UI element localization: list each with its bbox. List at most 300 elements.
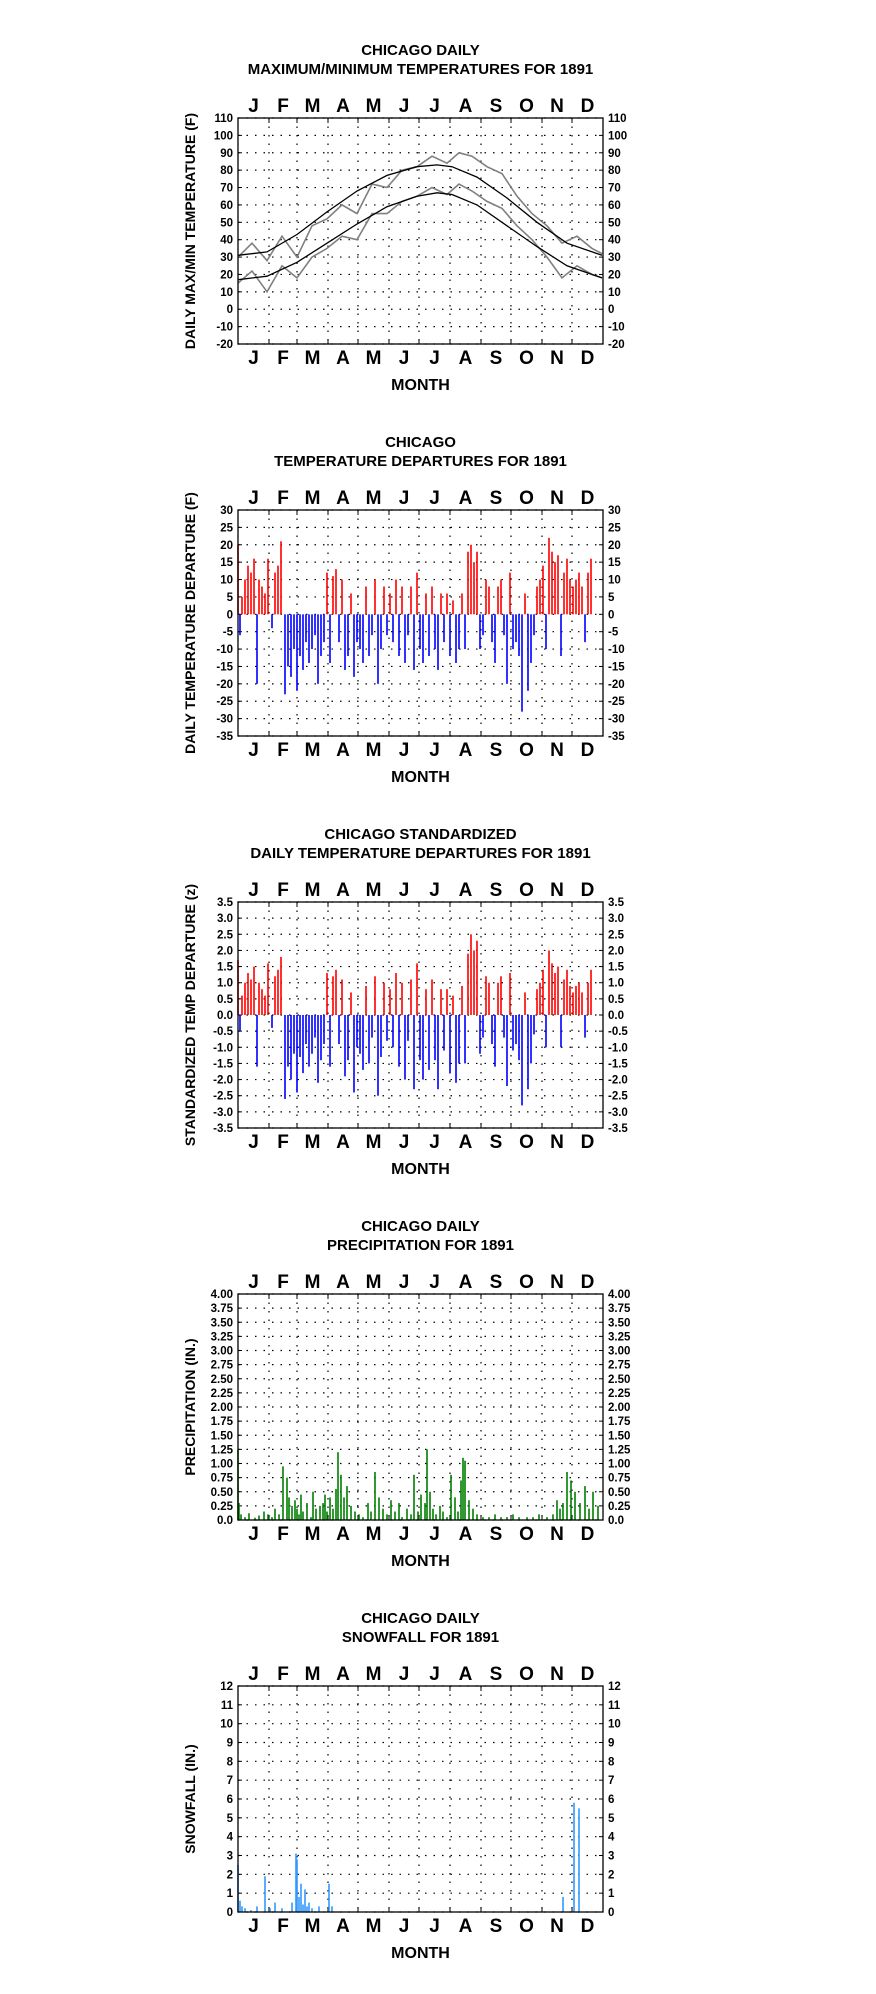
data-bar [572, 586, 574, 614]
data-bar [442, 1512, 444, 1520]
x-tick-label-top: J [248, 880, 259, 901]
y-tick-label-left: 10 [220, 286, 233, 299]
y-tick-label-left: 4 [226, 1831, 233, 1844]
data-bar [347, 614, 349, 656]
data-bar [407, 614, 409, 635]
data-bar [557, 967, 559, 1015]
x-tick-label-top: A [458, 1272, 473, 1293]
y-tick-label-left: 1.5 [217, 961, 233, 974]
data-bar [488, 586, 490, 614]
y-tick-label-left: 0.5 [217, 993, 233, 1006]
data-bar [302, 1015, 304, 1073]
data-bar [554, 973, 556, 1015]
x-tick-label-bottom: A [336, 348, 350, 369]
y-tick-label-left: 30 [220, 505, 233, 517]
data-bar [584, 1015, 586, 1038]
data-bar [350, 593, 352, 614]
data-bar [341, 979, 343, 1015]
x-axis-label: MONTH [391, 1553, 450, 1570]
data-bar [406, 1509, 408, 1520]
data-bar [548, 950, 550, 1015]
data-bar [288, 1497, 290, 1520]
x-tick-label-top: S [489, 488, 503, 509]
y-tick-label-right: -2.5 [608, 1090, 628, 1103]
y-tick-label-left: 0.0 [217, 1515, 233, 1527]
data-bar [410, 979, 412, 1015]
data-bar [460, 1480, 462, 1520]
data-bar [382, 1509, 384, 1520]
y-tick-label-right: 3 [608, 1850, 615, 1863]
x-tick-label-bottom: M [304, 1524, 321, 1545]
x-axis-label: MONTH [391, 769, 450, 786]
data-bar [578, 983, 580, 1015]
data-bar [304, 1889, 306, 1912]
y-tick-label-right: 3.00 [608, 1345, 631, 1358]
x-tick-label-top: J [398, 1272, 410, 1293]
y-tick-label-right: 20 [608, 269, 621, 282]
data-bar [413, 1475, 415, 1520]
data-bar [277, 566, 279, 615]
data-bar [419, 1015, 421, 1060]
data-bar [324, 1495, 326, 1520]
data-bar [533, 1015, 535, 1034]
data-bar [524, 593, 526, 614]
data-bar [263, 1512, 265, 1520]
y-tick-label-right: -10 [608, 644, 625, 657]
data-bar [308, 1015, 310, 1067]
data-bar [350, 992, 352, 1015]
series-line-normal-min [238, 193, 602, 280]
y-tick-label-left: 20 [220, 539, 233, 552]
chart-snow [182, 1610, 621, 1962]
data-bar [404, 1015, 406, 1080]
y-tick-label-right: 40 [608, 234, 621, 247]
y-tick-label-right: 30 [608, 252, 621, 265]
data-bar [538, 1514, 540, 1520]
data-bar [446, 593, 448, 614]
x-tick-label-top: N [550, 1664, 564, 1685]
data-bar [296, 1509, 298, 1520]
y-tick-label-right: 2.0 [608, 945, 624, 958]
x-tick-label-bottom: A [336, 740, 350, 761]
x-tick-label-bottom: F [277, 740, 289, 761]
x-tick-label-bottom: A [336, 1132, 350, 1153]
data-bar [347, 1015, 349, 1060]
data-bar [581, 586, 583, 614]
data-bar [473, 950, 475, 1015]
x-tick-label-bottom: M [365, 1916, 382, 1937]
data-bar [299, 614, 301, 656]
x-tick-label-top: J [398, 1664, 410, 1685]
x-tick-label-bottom: N [550, 1916, 564, 1937]
data-bar [579, 1503, 581, 1520]
chart-precip [182, 1218, 631, 1570]
x-tick-label-bottom: S [489, 1524, 503, 1545]
data-bar [306, 1906, 308, 1912]
data-bar [584, 614, 586, 642]
x-tick-label-top: A [458, 1664, 473, 1685]
x-tick-label-bottom: F [277, 1916, 289, 1937]
y-tick-label-right: 0 [608, 609, 615, 622]
y-tick-label-right: 1 [608, 1888, 615, 1901]
data-bar [569, 580, 571, 615]
x-tick-label-top: F [277, 488, 289, 509]
x-tick-label-top: M [304, 96, 321, 117]
data-bar [500, 580, 502, 615]
y-tick-label-left: 100 [213, 130, 233, 143]
data-bar [590, 559, 592, 615]
data-bar [434, 1015, 436, 1060]
data-bar [392, 1015, 394, 1047]
data-bar [367, 1503, 369, 1520]
chart-title: CHICAGO STANDARDIZED [324, 826, 517, 843]
x-tick-label-bottom: M [365, 1524, 382, 1545]
y-tick-label-left: 11 [220, 1699, 233, 1712]
data-bar [452, 996, 454, 1015]
x-tick-label-bottom: A [458, 740, 473, 761]
data-bar [296, 1859, 298, 1912]
data-bar [343, 1497, 345, 1520]
data-bar [274, 573, 276, 615]
data-bar [482, 1015, 484, 1038]
x-tick-label-bottom: J [248, 1524, 259, 1545]
data-bar [472, 1509, 474, 1520]
data-bar [494, 1015, 496, 1067]
data-bar [353, 614, 355, 677]
y-tick-label-left: 5 [226, 591, 233, 604]
y-tick-label-right: -15 [608, 661, 625, 674]
y-tick-label-right: -10 [608, 321, 625, 334]
data-bar [562, 1897, 564, 1912]
data-bar [311, 614, 313, 649]
plot-frame [238, 1294, 603, 1520]
data-bar [298, 1897, 300, 1912]
chart-title: CHICAGO [385, 434, 456, 451]
y-tick-label-left: 90 [220, 147, 233, 160]
y-tick-label-left: 1.00 [210, 1458, 233, 1471]
data-bar [323, 1015, 325, 1044]
data-bar [575, 986, 577, 1015]
data-bar [560, 614, 562, 656]
x-tick-label-bottom: N [550, 740, 564, 761]
data-bar [569, 986, 571, 1015]
x-tick-label-top: M [365, 1272, 382, 1293]
data-bar [377, 614, 379, 684]
x-tick-label-top: J [429, 96, 440, 117]
data-bar [350, 1506, 352, 1520]
y-tick-label-right: -0.5 [608, 1026, 628, 1039]
x-tick-label-top: A [336, 880, 350, 901]
y-tick-label-left: 8 [226, 1756, 233, 1769]
chart-subtitle: MAXIMUM/MINIMUM TEMPERATURES FOR 1891 [247, 61, 594, 78]
data-bar [274, 1509, 276, 1520]
x-tick-label-bottom: J [398, 740, 410, 761]
y-tick-label-left: -20 [216, 678, 233, 691]
data-bar [575, 580, 577, 615]
data-bar [335, 569, 337, 614]
data-bar [356, 614, 358, 642]
data-bar [380, 614, 382, 649]
data-bar [506, 1015, 508, 1086]
data-bar [572, 992, 574, 1015]
y-tick-label-right: 70 [608, 182, 621, 195]
y-tick-label-right: 3.25 [608, 1331, 631, 1344]
y-tick-label-right: 110 [608, 113, 627, 125]
data-bar [476, 1514, 478, 1520]
y-tick-label-right: 90 [608, 147, 621, 160]
data-bar [296, 1015, 298, 1092]
x-tick-label-top: J [398, 96, 410, 117]
x-tick-label-top: A [458, 488, 473, 509]
data-bar [521, 1015, 523, 1105]
y-tick-label-right: 2.50 [608, 1373, 631, 1386]
x-tick-label-bottom: O [519, 1132, 534, 1153]
y-tick-label-right: 100 [608, 130, 628, 143]
x-tick-label-top: A [336, 96, 350, 117]
data-bar [389, 989, 391, 1015]
y-tick-label-right: 15 [608, 557, 621, 570]
data-bar [287, 1015, 289, 1067]
data-bar [530, 1015, 532, 1063]
x-tick-label-top: J [398, 880, 410, 901]
y-tick-label-right: 1.5 [608, 961, 624, 974]
x-tick-label-top: S [489, 96, 503, 117]
y-tick-label-right: -25 [608, 696, 625, 709]
data-bar [424, 1503, 426, 1520]
x-tick-label-top: F [277, 96, 289, 117]
x-tick-label-bottom: M [365, 1132, 382, 1153]
x-tick-label-bottom: M [304, 348, 321, 369]
data-bar [461, 593, 463, 614]
data-bar [267, 559, 269, 615]
x-tick-label-top: J [429, 880, 440, 901]
y-tick-label-left: 0 [226, 1907, 233, 1919]
data-bar [426, 1449, 428, 1520]
x-tick-label-bottom: A [458, 1524, 473, 1545]
data-bar [587, 573, 589, 615]
data-bar [597, 1506, 599, 1520]
x-tick-label-top: N [550, 488, 564, 509]
data-bar [282, 1466, 284, 1520]
y-tick-label-right: 2.5 [608, 929, 624, 942]
data-bar [503, 1015, 505, 1038]
x-tick-label-top: J [429, 1664, 440, 1685]
x-tick-label-top: D [580, 1272, 595, 1293]
data-bar [244, 983, 246, 1015]
data-bar [383, 586, 385, 614]
data-bar [261, 989, 263, 1015]
data-bar [362, 614, 364, 663]
x-tick-label-bottom: A [336, 1916, 350, 1937]
data-bar [320, 1015, 322, 1060]
data-bar [344, 1015, 346, 1076]
y-axis-label: DAILY TEMPERATURE DEPARTURE (F) [182, 492, 198, 754]
data-bar [512, 614, 514, 649]
y-tick-label-left: -3.0 [213, 1106, 233, 1119]
data-bar [394, 1512, 396, 1520]
x-tick-label-bottom: J [429, 1916, 440, 1937]
data-bar [422, 614, 424, 663]
data-bar [299, 1015, 301, 1057]
data-bar [362, 1015, 364, 1070]
chart-temp [182, 42, 627, 394]
x-tick-label-bottom: O [519, 1524, 534, 1545]
y-tick-label-left: -2.0 [213, 1074, 233, 1087]
y-tick-label-right: 9 [608, 1737, 615, 1750]
y-tick-label-right: 4.00 [608, 1289, 631, 1301]
x-tick-label-bottom: N [550, 348, 564, 369]
y-tick-label-left: 3.75 [210, 1303, 233, 1316]
x-tick-label-top: M [365, 880, 382, 901]
y-tick-label-right: 30 [608, 505, 621, 517]
y-tick-label-right: -20 [608, 339, 625, 351]
data-bar [542, 566, 544, 615]
data-bar [431, 979, 433, 1015]
data-bar [377, 1015, 379, 1096]
y-tick-label-right: 3.50 [608, 1317, 631, 1330]
x-tick-label-top: J [248, 96, 259, 117]
data-bar [461, 986, 463, 1015]
data-bar [264, 1876, 266, 1912]
data-bar [425, 593, 427, 614]
y-tick-label-left: -20 [216, 339, 233, 351]
chart-departure [182, 434, 625, 786]
data-bar [365, 586, 367, 614]
data-bar [344, 614, 346, 670]
data-bar [346, 1486, 348, 1520]
data-bar [497, 586, 499, 614]
data-bar [455, 614, 457, 663]
x-axis-label: MONTH [391, 1161, 450, 1178]
data-bar [308, 1903, 310, 1912]
data-bar [253, 967, 255, 1015]
y-tick-label-right: 0.50 [608, 1486, 631, 1499]
data-bar [290, 1015, 292, 1080]
data-bar [449, 1015, 451, 1073]
data-bar [358, 1514, 360, 1520]
chart-title: CHICAGO DAILY [361, 1218, 480, 1235]
x-tick-label-top: F [277, 1272, 289, 1293]
data-bar [590, 970, 592, 1015]
y-tick-label-right: 12 [608, 1681, 621, 1693]
y-tick-label-left: 3.5 [217, 897, 233, 909]
x-tick-label-bottom: F [277, 1132, 289, 1153]
x-tick-label-bottom: O [519, 740, 534, 761]
data-bar [439, 1506, 441, 1520]
data-bar [337, 1452, 339, 1520]
series-line-observed-max [238, 153, 602, 261]
x-tick-label-bottom: J [398, 1132, 410, 1153]
y-tick-label-right: 1.0 [608, 977, 624, 990]
data-bar [370, 1512, 372, 1520]
data-bar [331, 1906, 333, 1912]
data-bar [317, 614, 319, 684]
data-bar [413, 1015, 415, 1089]
data-bar [359, 614, 361, 649]
data-bar [298, 1514, 300, 1520]
y-tick-label-left: 1.75 [210, 1416, 233, 1429]
y-tick-label-left: 0.0 [217, 1010, 233, 1022]
data-bar [248, 1513, 250, 1520]
x-tick-label-top: A [336, 1664, 350, 1685]
y-tick-label-left: 0 [226, 304, 233, 317]
data-bar [326, 973, 328, 1015]
x-tick-label-top: S [489, 880, 503, 901]
data-bar [374, 580, 376, 615]
data-bar [437, 614, 439, 670]
y-tick-label-right: 1.50 [608, 1430, 631, 1443]
data-bar [280, 541, 282, 614]
data-bar [539, 580, 541, 615]
data-bar [378, 1497, 380, 1520]
y-tick-label-right: 10 [608, 574, 621, 587]
y-tick-label-left: 1.25 [210, 1444, 233, 1457]
x-tick-label-top: O [519, 1664, 534, 1685]
data-bar [329, 1497, 331, 1520]
data-bar [374, 1472, 376, 1520]
data-bar [533, 614, 535, 635]
data-bar [335, 970, 337, 1015]
plot-frame [238, 118, 603, 344]
data-bar [315, 1509, 317, 1520]
data-bar [300, 1495, 302, 1520]
data-bar [250, 979, 252, 1015]
y-tick-label-left: 3.50 [210, 1317, 233, 1330]
data-bar [512, 1015, 514, 1051]
x-tick-label-top: D [580, 488, 595, 509]
data-bar [416, 573, 418, 615]
chart-standardized [182, 826, 628, 1178]
chart-subtitle: PRECIPITATION FOR 1891 [327, 1237, 514, 1254]
x-tick-label-bottom: M [304, 1132, 321, 1153]
y-tick-label-left: 0 [226, 609, 233, 622]
data-bar [556, 1500, 558, 1520]
data-bar [284, 1015, 286, 1099]
data-bar [253, 559, 255, 615]
y-tick-label-right: 8 [608, 1756, 615, 1769]
y-tick-label-left: 4.00 [210, 1289, 233, 1301]
data-bar [578, 573, 580, 615]
y-tick-label-left: 2.25 [210, 1387, 233, 1400]
y-tick-label-right: 5 [608, 1812, 615, 1825]
y-tick-label-right: 0.0 [608, 1010, 624, 1022]
x-tick-label-bottom: D [580, 740, 595, 761]
data-bar [241, 996, 243, 1015]
y-tick-label-left: 25 [220, 522, 233, 535]
y-axis-label: SNOWFALL (IN.) [182, 1744, 198, 1854]
data-bar [398, 1015, 400, 1067]
x-tick-label-top: O [519, 880, 534, 901]
y-tick-label-left: 1 [226, 1888, 233, 1901]
y-tick-label-left: 80 [220, 165, 233, 178]
data-bar [329, 1015, 331, 1067]
x-axis-label: MONTH [391, 377, 450, 394]
data-bar [458, 1015, 460, 1063]
data-bar [581, 992, 583, 1015]
data-bar [428, 1015, 430, 1070]
data-bar [416, 963, 418, 1015]
data-bar [560, 1015, 562, 1047]
data-bar [368, 1015, 370, 1063]
x-tick-label-bottom: J [429, 348, 440, 369]
y-tick-label-right: 10 [608, 286, 621, 299]
x-tick-label-bottom: M [304, 1916, 321, 1937]
x-tick-label-bottom: O [519, 348, 534, 369]
data-bar [485, 976, 487, 1015]
data-bar [485, 580, 487, 615]
x-tick-label-top: J [248, 1664, 259, 1685]
data-bar [390, 1500, 392, 1520]
